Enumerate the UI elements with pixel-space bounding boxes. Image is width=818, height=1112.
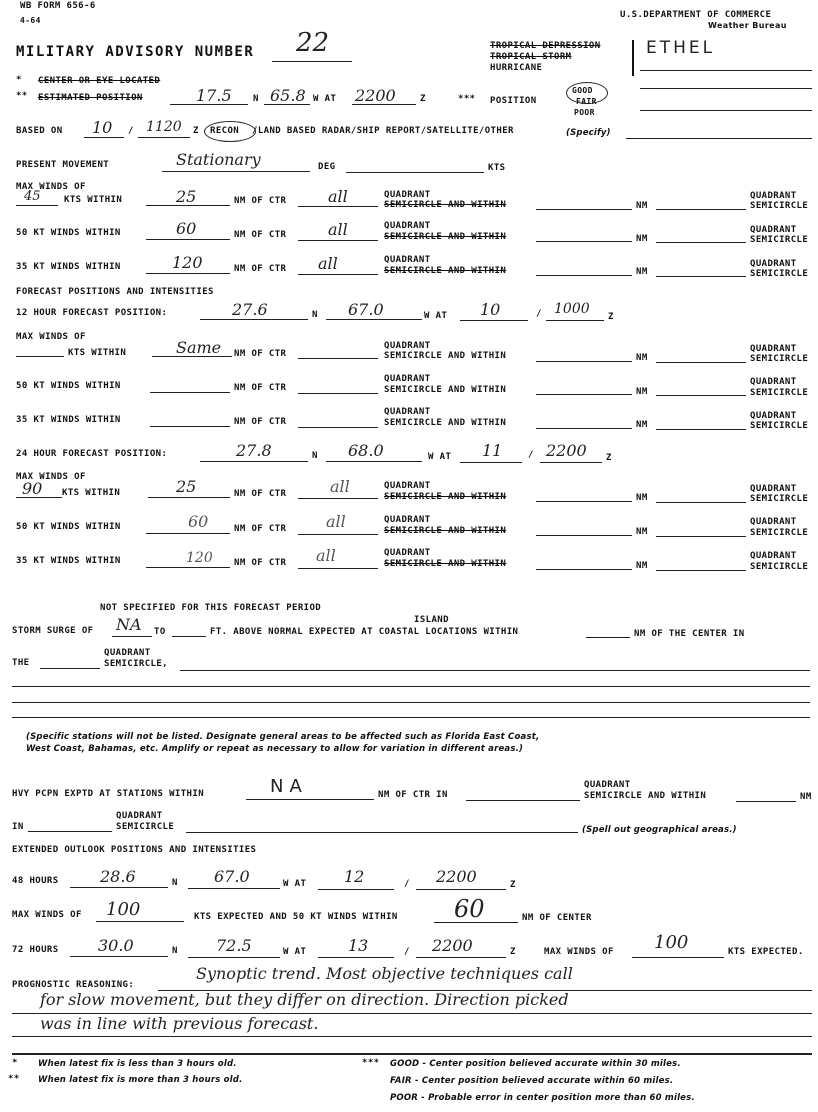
surge-island: ISLAND <box>414 615 449 625</box>
nm-label: NM <box>636 561 648 571</box>
fc24-label: 24 HOUR FORECAST POSITION: <box>16 449 168 459</box>
accuracy-fair: FAIR <box>576 97 597 106</box>
current-kt35-within: 120 <box>172 253 203 272</box>
semicircle-label-right: SEMICIRCLE <box>750 421 809 431</box>
recon-label: RECON <box>210 126 240 136</box>
bureau: Weather Bureau <box>708 21 787 30</box>
quadrant-label: QUADRANT <box>384 190 431 200</box>
page-title: MILITARY ADVISORY NUMBER <box>16 44 255 60</box>
movement-value: Stationary <box>176 150 261 169</box>
semicircle-label-right: SEMICIRCLE <box>750 201 809 211</box>
quadrant-label: QUADRANT <box>104 648 151 658</box>
quadrant-label: QUADRANT <box>384 407 431 417</box>
kt50-label: 50 KT WINDS WITHIN <box>16 381 121 391</box>
surge-label: STORM SURGE OF <box>12 626 94 636</box>
lon-current: 65.8 <box>270 86 306 105</box>
prognostic-label: PROGNOSTIC REASONING: <box>12 980 135 990</box>
w-at-label: W AT <box>283 879 307 889</box>
h72-lat: 30.0 <box>98 936 134 955</box>
n-label: N <box>172 946 178 956</box>
quadrant-label-right: QUADRANT <box>750 259 797 269</box>
kts-within-label: KTS WITHIN <box>68 348 127 358</box>
quadrant-label-right: QUADRANT <box>750 344 797 354</box>
pcpn-spell: (Spell out geographical areas.) <box>582 825 737 835</box>
prognostic-line-1: Synoptic trend. Most objective techniques call <box>196 964 573 983</box>
fc24-kt35-ctr: all <box>316 546 336 565</box>
semicircle-label-right: SEMICIRCLE <box>750 528 809 538</box>
kt35-label: 35 KT WINDS WITHIN <box>16 556 121 566</box>
h72-label: 72 HOURS <box>12 945 59 955</box>
semicircle-within-label: SEMICIRCLE AND WITHIN <box>584 791 707 801</box>
nm-ctr-label: NM OF CTR <box>234 349 287 359</box>
quadrant-label: QUADRANT <box>384 481 431 491</box>
extended-header: EXTENDED OUTLOOK POSITIONS AND INTENSITIES <box>12 845 257 855</box>
nm-ctr-label: NM OF CTR <box>234 383 287 393</box>
n-label: N <box>312 310 318 320</box>
quadrant-label: QUADRANT <box>384 255 431 265</box>
semicircle-within-label: SEMICIRCLE AND WITHIN <box>384 200 507 210</box>
quadrant-label-right: QUADRANT <box>750 517 797 527</box>
n-label: N <box>253 94 259 104</box>
surge-to-label: TO <box>154 627 166 637</box>
nm-label: NM <box>636 267 648 277</box>
semicircle-within-label: SEMICIRCLE AND WITHIN <box>384 492 507 502</box>
nm-label: NM <box>636 387 648 397</box>
w-at-label: W AT <box>424 311 448 321</box>
max-winds-label: MAX WINDS OF <box>16 472 86 482</box>
fc12-max-within: Same <box>176 338 222 357</box>
kt50-label: 50 KT WINDS WITHIN <box>16 522 121 532</box>
n-label: N <box>312 451 318 461</box>
based-on-label: BASED ON <box>16 126 63 136</box>
lat-current: 17.5 <box>196 86 232 105</box>
w-at-label: W AT <box>428 452 452 462</box>
kts-within-label: KTS WITHIN <box>64 195 123 205</box>
max-winds-label: MAX WINDS OF <box>16 332 86 342</box>
current-max-within: 25 <box>176 187 197 206</box>
fc24-lon: 68.0 <box>348 441 384 460</box>
prognostic-line-3: was in line with previous forecast. <box>40 1014 319 1033</box>
based-on-day: 10 <box>92 118 113 137</box>
kts-within-label: KTS WITHIN <box>62 488 121 498</box>
ext-max-label: MAX WINDS OF <box>12 910 82 920</box>
surge-text: FT. ABOVE NORMAL EXPECTED AT COASTAL LOCATIONS WITHIN <box>210 627 519 637</box>
accuracy-good: GOOD <box>572 86 593 95</box>
nm-ctr-label: NM OF CTR <box>234 558 287 568</box>
quadrant-label-right: QUADRANT <box>750 551 797 561</box>
surge-the: THE <box>12 658 30 668</box>
fc24-day: 11 <box>482 441 503 460</box>
quadrant-label-right: QUADRANT <box>750 484 797 494</box>
surge-note-line2: West Coast, Bahamas, etc. Amplify or repeat as necessary to allow for variation in different areas.) <box>26 744 524 754</box>
footnote-2: When latest fix is more than 3 hours old. <box>38 1075 243 1085</box>
quadrant-label: QUADRANT <box>384 515 431 525</box>
quadrant-label-right: QUADRANT <box>750 377 797 387</box>
semicircle-label: SEMICIRCLE <box>116 822 175 832</box>
z-label: Z <box>510 947 516 957</box>
w-at-label: W AT <box>313 94 337 104</box>
fc24-max-ctr: all <box>330 477 350 496</box>
fc12-day: 10 <box>480 300 501 319</box>
deg-label: DEG <box>318 162 336 172</box>
forecast-header: FORECAST POSITIONS AND INTENSITIES <box>16 287 214 297</box>
footnote-1: When latest fix is less than 3 hours old. <box>38 1059 237 1069</box>
semicircle-label-right: SEMICIRCLE <box>750 235 809 245</box>
h72-lon: 72.5 <box>216 936 252 955</box>
pcpn-label: HVY PCPN EXPTD AT STATIONS WITHIN <box>12 789 205 799</box>
storm-type-depression: TROPICAL DEPRESSION <box>490 41 601 51</box>
fc12-time: 1000 <box>554 301 590 317</box>
z-label: Z <box>510 880 516 890</box>
accuracy-poor: POOR <box>574 108 595 117</box>
fc24-kt35-within: 120 <box>186 550 213 566</box>
fc24-lat: 27.8 <box>236 441 272 460</box>
w-at-label: W AT <box>283 947 307 957</box>
h48-day: 12 <box>344 867 365 886</box>
based-on-z: Z <box>193 126 199 136</box>
storm-type-storm: TROPICAL STORM <box>490 52 572 62</box>
based-on-sources: /LAND BASED RADAR/SHIP REPORT/SATELLITE/OTHER <box>252 126 514 136</box>
h48-lat: 28.6 <box>100 867 136 886</box>
nm-label: NM <box>636 527 648 537</box>
z-label: Z <box>608 312 614 322</box>
pcpn-value: NA <box>270 776 308 797</box>
semicircle-within-label: SEMICIRCLE AND WITHIN <box>384 232 507 242</box>
fc24-max-within: 25 <box>176 477 197 496</box>
fc12-lat: 27.6 <box>232 300 268 319</box>
advisory-number: 22 <box>296 28 330 58</box>
form-id: WB FORM 656-6 <box>20 1 96 11</box>
h72-time: 2200 <box>432 936 473 955</box>
position-accuracy-label: POSITION <box>490 96 537 106</box>
quadrant-label: QUADRANT <box>384 341 431 351</box>
semicircle-label-right: SEMICIRCLE <box>750 562 809 572</box>
n-label: N <box>172 878 178 888</box>
fc24-max-kts: 90 <box>22 479 43 498</box>
department: U.S.DEPARTMENT OF COMMERCE <box>620 10 772 20</box>
pcpn-in: IN <box>12 822 24 832</box>
kts-expected-label: KTS EXPECTED. <box>728 947 804 957</box>
quadrant-label: QUADRANT <box>584 780 631 790</box>
current-max-kts: 45 <box>24 189 41 204</box>
current-kt50-ctr: all <box>328 220 348 239</box>
nm-ctr-label: NM OF CTR <box>234 417 287 427</box>
nm-label: NM <box>636 493 648 503</box>
surge-note-line1: (Specific stations will not be listed. Designate general areas to be affected such as Florida East Coast, <box>26 732 540 742</box>
nm-label: NM <box>636 234 648 244</box>
nm-ctr-label: NM OF CTR <box>234 196 287 206</box>
quadrant-label: QUADRANT <box>384 374 431 384</box>
fc24-kt50-within: 60 <box>188 512 209 531</box>
specify-label: (Specify) <box>566 128 611 138</box>
quadrant-label-right: QUADRANT <box>750 191 797 201</box>
quadrant-label-right: QUADRANT <box>750 411 797 421</box>
nm-ctr-label: NM OF CTR <box>234 230 287 240</box>
pcpn-nm-ctr-in: NM OF CTR IN <box>378 790 448 800</box>
nm-ctr-label: NM OF CTR <box>234 264 287 274</box>
footnote-fair: FAIR - Center position believed accurate within 60 miles. <box>390 1076 674 1086</box>
fc24-time: 2200 <box>546 441 587 460</box>
nm-ctr-label: NM OF CTR <box>234 524 287 534</box>
footnote-good: GOOD - Center position believed accurate within 30 miles. <box>390 1059 681 1069</box>
kts-label: KTS <box>488 163 506 173</box>
surge-nm-center: NM OF THE CENTER IN <box>634 629 745 639</box>
storm-type-hurricane: HURRICANE <box>490 63 543 73</box>
time-current: 2200 <box>355 86 396 105</box>
fc12-label: 12 HOUR FORECAST POSITION: <box>16 308 168 318</box>
semicircle-within-label: SEMICIRCLE AND WITHIN <box>384 526 507 536</box>
h72-max-value: 100 <box>654 932 689 953</box>
semicircle-label-right: SEMICIRCLE <box>750 388 809 398</box>
nm-label: NM <box>636 353 648 363</box>
semicircle-label-right: SEMICIRCLE <box>750 494 809 504</box>
fc12-lon: 67.0 <box>348 300 384 319</box>
semicircle-within-label: SEMICIRCLE AND WITHIN <box>384 559 507 569</box>
center-label: CENTER OR EYE LOCATED <box>38 76 161 86</box>
quadrant-label-right: QUADRANT <box>750 225 797 235</box>
kt35-label: 35 KT WINDS WITHIN <box>16 262 121 272</box>
estimated-label: ESTIMATED POSITION <box>38 93 143 103</box>
fc24-kt50-ctr: all <box>326 512 346 531</box>
nm-label: NM <box>636 201 648 211</box>
current-max-ctr: all <box>328 187 348 206</box>
ext-max-value: 100 <box>106 899 141 920</box>
h48-time: 2200 <box>436 867 477 886</box>
nm-ctr-label: NM OF CTR <box>234 489 287 499</box>
kt35-label: 35 KT WINDS WITHIN <box>16 415 121 425</box>
semicircle-label-right: SEMICIRCLE <box>750 269 809 279</box>
surge-value: NA <box>116 615 142 634</box>
nm-of-center-label: NM OF CENTER <box>522 913 592 923</box>
h72-day: 13 <box>348 936 369 955</box>
ext-kt50-value: 60 <box>454 895 485 923</box>
nm-label: NM <box>800 792 812 802</box>
surge-not-specified: NOT SPECIFIED FOR THIS FORECAST PERIOD <box>100 603 322 613</box>
quadrant-label: QUADRANT <box>384 548 431 558</box>
semicircle-within-label: SEMICIRCLE AND WITHIN <box>384 351 507 361</box>
form-date: 4-64 <box>20 16 41 25</box>
semicircle-label-right: SEMICIRCLE <box>750 354 809 364</box>
surge-semicircle: SEMICIRCLE, <box>104 659 169 669</box>
footnote-poor: POOR - Probable error in center position more than 60 miles. <box>390 1093 695 1103</box>
based-on-time: 1120 <box>146 119 182 135</box>
current-kt50-within: 60 <box>176 219 197 238</box>
z-label: Z <box>420 94 426 104</box>
storm-name: ETHEL <box>646 38 716 58</box>
h48-label: 48 HOURS <box>12 876 59 886</box>
z-label: Z <box>606 453 612 463</box>
h48-lon: 67.0 <box>214 867 250 886</box>
movement-label: PRESENT MOVEMENT <box>16 160 110 170</box>
prognostic-line-2: for slow movement, but they differ on direction. Direction picked <box>40 990 569 1009</box>
semicircle-within-label: SEMICIRCLE AND WITHIN <box>384 266 507 276</box>
current-kt35-ctr: all <box>318 254 338 273</box>
semicircle-within-label: SEMICIRCLE AND WITHIN <box>384 418 507 428</box>
max-winds-label: MAX WINDS OF <box>16 182 86 192</box>
quadrant-label: QUADRANT <box>116 811 163 821</box>
semicircle-within-label: SEMICIRCLE AND WITHIN <box>384 385 507 395</box>
h72-max-label: MAX WINDS OF <box>544 947 614 957</box>
kts-expected-50-label: KTS EXPECTED AND 50 KT WINDS WITHIN <box>194 912 398 922</box>
kt50-label: 50 KT WINDS WITHIN <box>16 228 121 238</box>
quadrant-label: QUADRANT <box>384 221 431 231</box>
nm-label: NM <box>636 420 648 430</box>
